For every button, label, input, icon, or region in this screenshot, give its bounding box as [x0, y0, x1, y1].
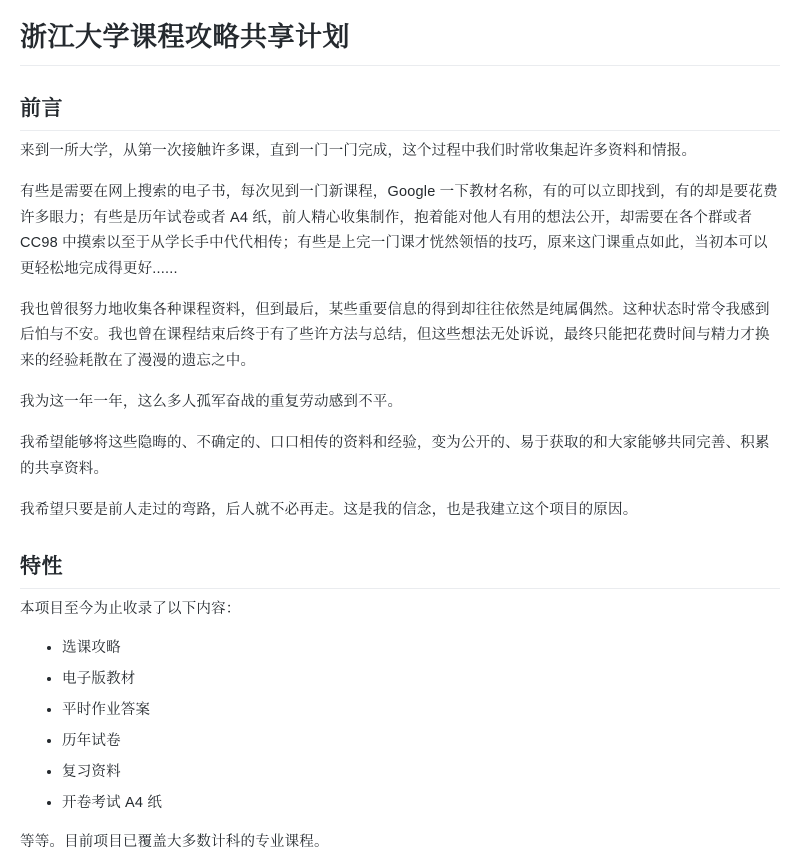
paragraph: 有些是需要在网上搜索的电子书，每次见到一门新课程，Google 一下教材名称，有的可以立即找到，有的却是要花费许多眼力；有些是历年试卷或者 A4 纸，前人精心收集制作，抱着能对他人有用的想法公开，却需要在各个群或者 CC98 中摸索以至于从学长手中代代相传；有些是上完一门课才恍然领悟的技巧，原来这门课重点如此，当初本可以更轻松地完成得更好......: [20, 184, 778, 277]
section-heading-features: 特性: [20, 550, 780, 589]
paragraph: 我为这一年一年，这么多人孤军奋战的重复劳动感到不平。: [20, 394, 403, 411]
features-intro: 本项目至今为止收录了以下内容：: [20, 600, 241, 617]
list-item: • 电子版教材: [62, 669, 780, 690]
list-item: • 选课攻略: [62, 638, 780, 659]
paragraph: 我希望能够将这些隐晦的、不确定的、口口相传的资料和经验，变为公开的、易于获取的和大家能够共同完善、积累的共享资料。: [20, 435, 770, 477]
page-title: 浙江大学课程攻略共享计划: [20, 20, 780, 66]
list-item: • 历年试卷: [62, 731, 780, 752]
list-item: • 平时作业答案: [62, 700, 780, 721]
feature-list: [20, 638, 780, 814]
features-outro: 等等。目前项目已覆盖大多数计科的专业课程。: [20, 834, 329, 851]
list-item: • 开卷考试 A4 纸: [62, 793, 780, 814]
section-heading-preface: 前言: [20, 92, 780, 131]
paragraph: 我希望只要是前人走过的弯路，后人就不必再走。这是我的信念，也是我建立这个项目的原因。: [20, 502, 638, 519]
paragraph: 来到一所大学，从第一次接触许多课，直到一门一门完成，这个过程中我们时常收集起许多资料和情报。: [20, 143, 697, 160]
list-item: • 复习资料: [62, 762, 780, 783]
paragraph: 我也曾很努力地收集各种课程资料，但到最后，某些重要信息的得到却往往依然是纯属偶然。这种状态时常令我感到后怕与不安。我也曾在课程结束后终于有了些许方法与总结，但这些想法无处诉说，最终只能把花费时间与精力才换来的经验耗散在了漫漫的遗忘之中。: [20, 301, 770, 369]
